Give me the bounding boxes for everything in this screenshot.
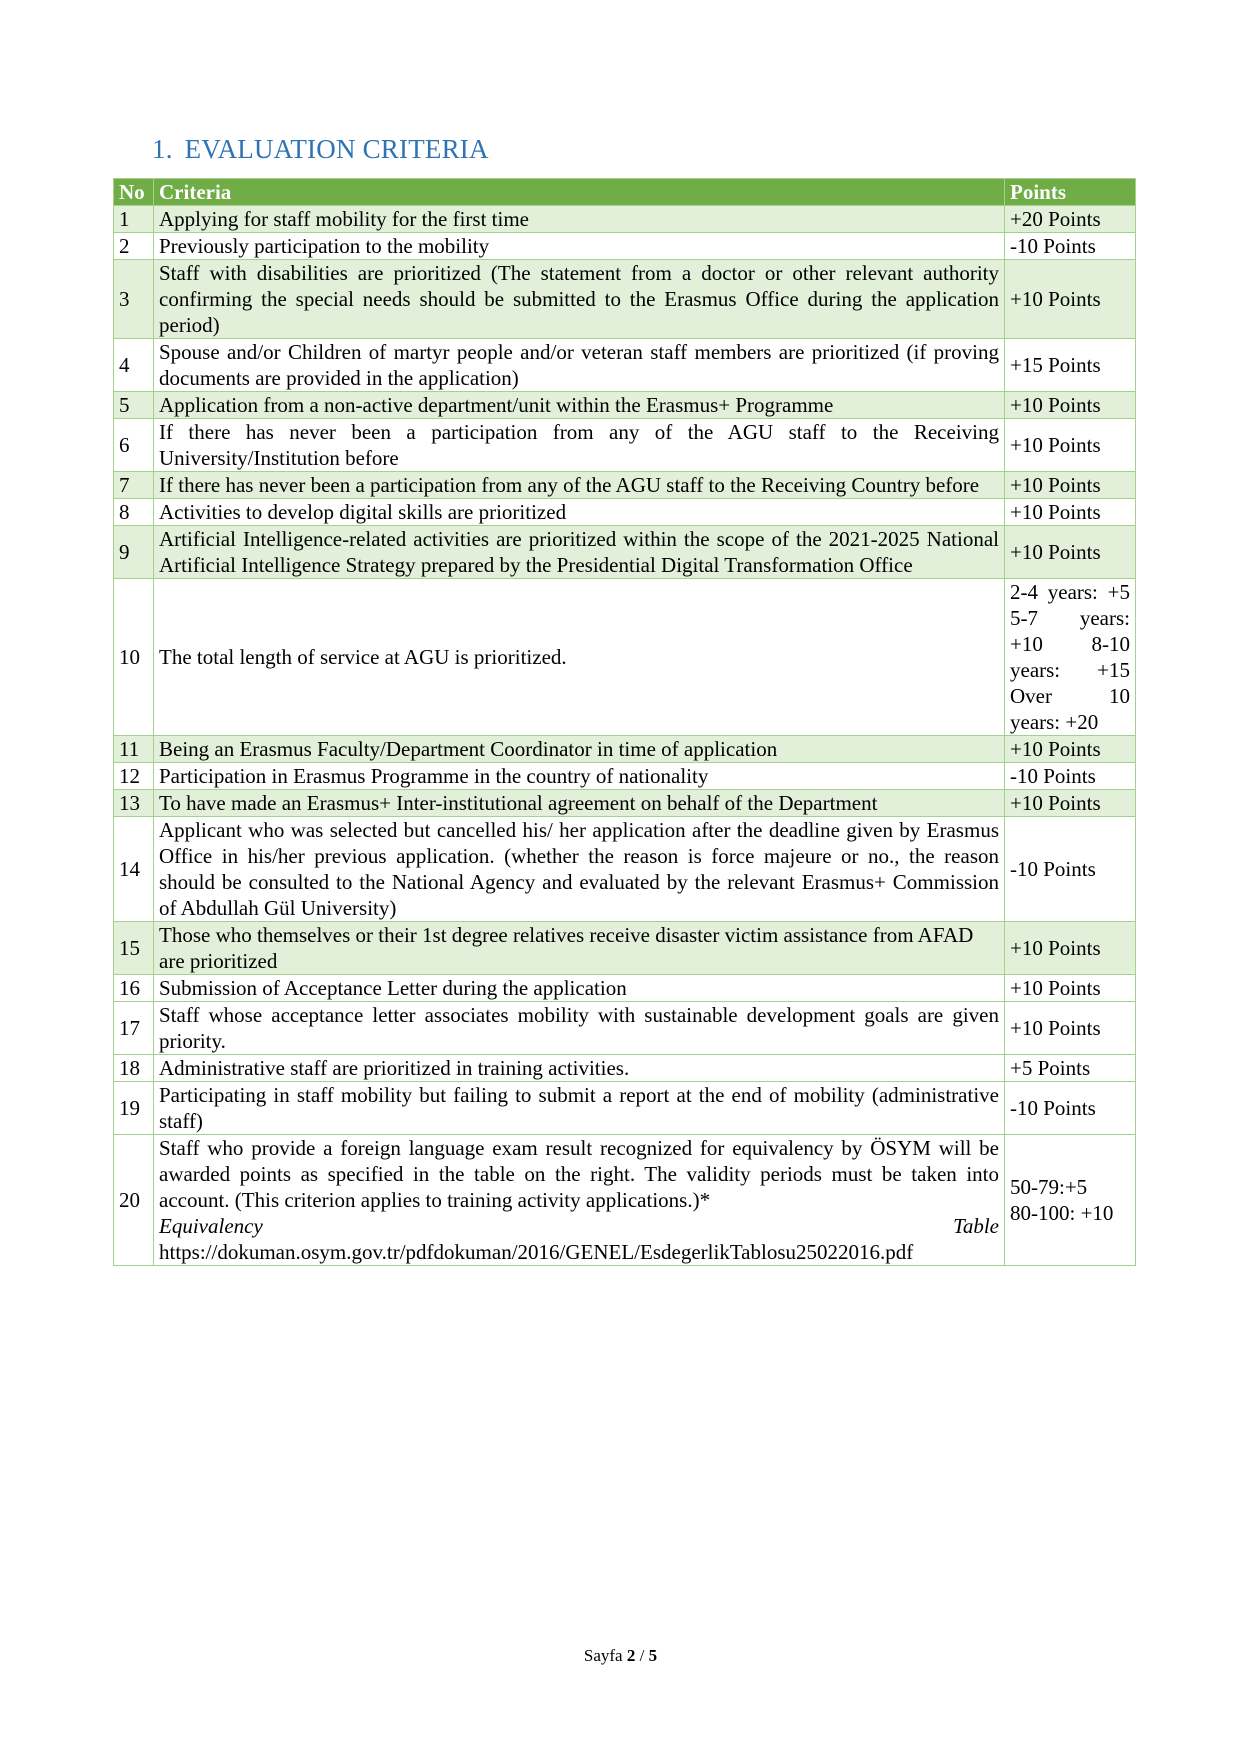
criteria-text: Staff who provide a foreign language exam result recognized for equivalency by ÖSYM will be awarded points as specified in the table on the right. The validity periods must be taken into account. (This criterion applies to training activity applications.)* xyxy=(159,1136,999,1212)
row-points xyxy=(1005,1135,1136,1266)
row-number: 1 xyxy=(114,206,154,233)
page-label: Sayfa xyxy=(583,1646,623,1665)
table-row xyxy=(114,1055,1136,1082)
table-row xyxy=(114,1002,1136,1055)
row-number: 18 xyxy=(114,1055,154,1082)
row-points: +5 Points xyxy=(1005,1055,1136,1082)
table-row xyxy=(114,1082,1136,1135)
row-criteria: Applicant who was selected but cancelled his/ her application after the deadline given by Erasmus Office in his/her previous application. (whether the reason is force majeure or no., the reason should be consulted to the National Agency and evaluated by the relevant Erasmus+ Commission of Abdullah Gül University) xyxy=(154,817,1005,922)
page-footer xyxy=(0,1646,1241,1666)
row-number: 20 xyxy=(114,1135,154,1266)
row-criteria: Artificial Intelligence-related activities are prioritized within the scope of the 2021-2025 National Artificial Intelligence Strategy prepared by the Presidential Digital Transformation Office xyxy=(154,526,1005,579)
row-criteria: Submission of Acceptance Letter during the application xyxy=(154,975,1005,1002)
table-row xyxy=(114,206,1136,233)
points-range-low: 50-79:+5 xyxy=(1010,1175,1088,1199)
row-points: +10 Points xyxy=(1005,790,1136,817)
table-header-row xyxy=(114,179,1136,206)
row-number: 13 xyxy=(114,790,154,817)
row-criteria: Staff whose acceptance letter associates mobility with sustainable development goals are given priority. xyxy=(154,1002,1005,1055)
table-row xyxy=(114,419,1136,472)
row-points: +10 Points xyxy=(1005,499,1136,526)
row-number: 8 xyxy=(114,499,154,526)
row-criteria: Application from a non-active department/unit within the Erasmus+ Programme xyxy=(154,392,1005,419)
row-points: +10 Points xyxy=(1005,526,1136,579)
row-points: -10 Points xyxy=(1005,233,1136,260)
row-points: +10 Points xyxy=(1005,419,1136,472)
row-criteria: If there has never been a participation from any of the AGU staff to the Receiving Country before xyxy=(154,472,1005,499)
row-number: 15 xyxy=(114,922,154,975)
row-criteria: Participating in staff mobility but failing to submit a report at the end of mobility (administrative staff) xyxy=(154,1082,1005,1135)
header-points: Points xyxy=(1005,179,1136,206)
table-row xyxy=(114,472,1136,499)
section-heading xyxy=(152,134,489,165)
equivalency-table-link[interactable]: https://dokuman.osym.gov.tr/pdfdokuman/2016/GENEL/EsdegerlikTablosu25022016.pdf xyxy=(159,1240,914,1264)
table-row xyxy=(114,790,1136,817)
row-number: 5 xyxy=(114,392,154,419)
row-criteria: Previously participation to the mobility xyxy=(154,233,1005,260)
row-number: 11 xyxy=(114,736,154,763)
row-criteria: Activities to develop digital skills are prioritized xyxy=(154,499,1005,526)
section-title: EVALUATION CRITERIA xyxy=(184,134,489,164)
row-number: 7 xyxy=(114,472,154,499)
row-number: 12 xyxy=(114,763,154,790)
table-row xyxy=(114,817,1136,922)
row-number: 2 xyxy=(114,233,154,260)
current-page: 2 xyxy=(626,1646,636,1665)
row-criteria: Those who themselves or their 1st degree relatives receive disaster victim assistance from AFAD are prioritized xyxy=(154,922,1005,975)
row-points: +10 Points xyxy=(1005,392,1136,419)
table-row xyxy=(114,975,1136,1002)
row-criteria: Administrative staff are prioritized in training activities. xyxy=(154,1055,1005,1082)
row-points: -10 Points xyxy=(1005,817,1136,922)
row-points: +10 Points xyxy=(1005,260,1136,339)
row-number: 10 xyxy=(114,579,154,736)
table-row xyxy=(114,499,1136,526)
row-points: +15 Points xyxy=(1005,339,1136,392)
header-no: No xyxy=(114,179,154,206)
total-pages: 5 xyxy=(648,1646,658,1665)
page-separator: / xyxy=(639,1646,645,1665)
row-number: 3 xyxy=(114,260,154,339)
table-row xyxy=(114,526,1136,579)
row-criteria: Staff with disabilities are prioritized (The statement from a doctor or other relevant authority confirming the special needs should be submitted to the Erasmus Office during the application period) xyxy=(154,260,1005,339)
row-points: -10 Points xyxy=(1005,763,1136,790)
table-row xyxy=(114,579,1136,736)
section-number: 1. xyxy=(152,134,173,164)
row-number: 19 xyxy=(114,1082,154,1135)
row-criteria: Participation in Erasmus Programme in the country of nationality xyxy=(154,763,1005,790)
evaluation-criteria-table xyxy=(113,178,1136,1266)
row-points: +20 Points xyxy=(1005,206,1136,233)
table-row xyxy=(114,233,1136,260)
row-points: +10 Points xyxy=(1005,1002,1136,1055)
row-number: 9 xyxy=(114,526,154,579)
row-number: 4 xyxy=(114,339,154,392)
table-row xyxy=(114,392,1136,419)
row-points: +10 Points xyxy=(1005,736,1136,763)
row-number: 6 xyxy=(114,419,154,472)
points-range-high: 80-100: +10 xyxy=(1010,1201,1114,1225)
row-number: 16 xyxy=(114,975,154,1002)
header-criteria: Criteria xyxy=(154,179,1005,206)
row-points: +10 Points xyxy=(1005,472,1136,499)
table-row xyxy=(114,260,1136,339)
equivalency-table-note: Equivalency Table xyxy=(159,1214,999,1238)
row-criteria: The total length of service at AGU is prioritized. xyxy=(154,579,1005,736)
row-points: +10 Points xyxy=(1005,975,1136,1002)
row-criteria: Being an Erasmus Faculty/Department Coordinator in time of application xyxy=(154,736,1005,763)
row-number: 17 xyxy=(114,1002,154,1055)
table-row xyxy=(114,736,1136,763)
row-criteria: Spouse and/or Children of martyr people and/or veteran staff members are prioritized (if proving documents are provided in the application) xyxy=(154,339,1005,392)
row-criteria: Applying for staff mobility for the first time xyxy=(154,206,1005,233)
row-points: -10 Points xyxy=(1005,1082,1136,1135)
table-row xyxy=(114,763,1136,790)
row-criteria: If there has never been a participation from any of the AGU staff to the Receiving University/Institution before xyxy=(154,419,1005,472)
row-criteria xyxy=(154,1135,1005,1266)
table-row xyxy=(114,922,1136,975)
table-row xyxy=(114,1135,1136,1266)
row-number: 14 xyxy=(114,817,154,922)
table-row xyxy=(114,339,1136,392)
row-points: 2-4 years: +5 5-7 years: +10 8-10 years: +15 Over 10 years: +20 xyxy=(1005,579,1136,736)
row-points: +10 Points xyxy=(1005,922,1136,975)
row-criteria: To have made an Erasmus+ Inter-institutional agreement on behalf of the Department xyxy=(154,790,1005,817)
